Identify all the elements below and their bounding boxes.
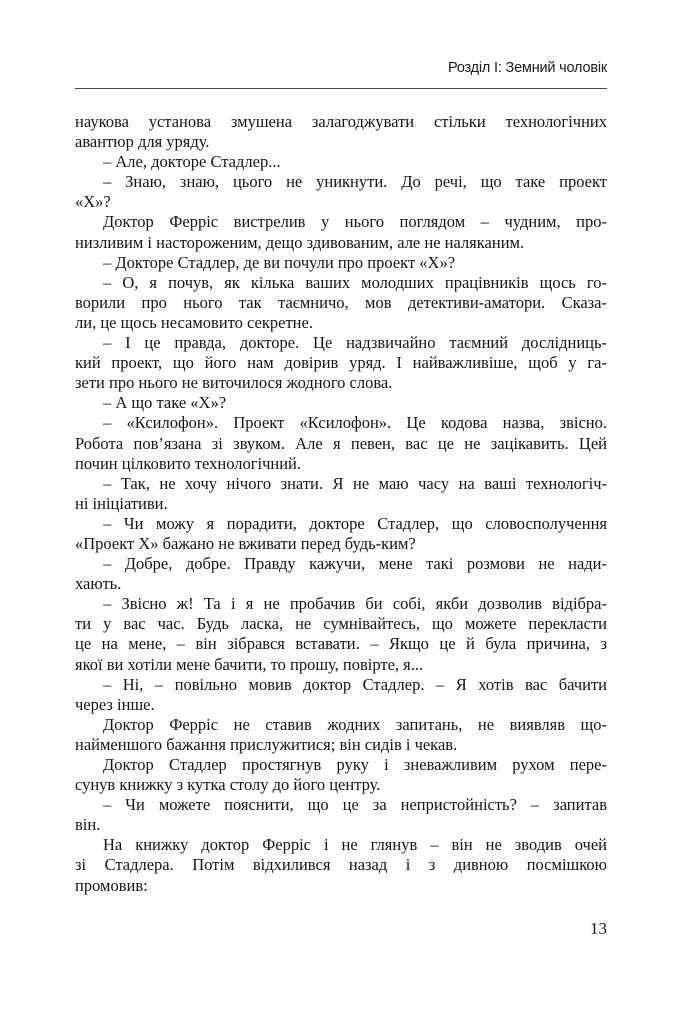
text-line: наукова установа змушена залагоджувати стільки технологічних xyxy=(75,112,607,131)
paragraph xyxy=(75,835,607,895)
paragraph xyxy=(75,755,607,795)
paragraph xyxy=(75,795,607,835)
paragraph xyxy=(75,715,607,755)
text-line: через інше. xyxy=(75,694,155,714)
text-line: низливим і настороженим, дещо здивованим, але не наляканим. xyxy=(75,232,525,252)
text-line: – Звісно ж! Та і я не пробачив би собі, якби дозволив відібра- xyxy=(103,594,607,614)
paragraph xyxy=(75,273,607,333)
text-line: Доктор Стадлер простягнув руку і зневажливим рухом пере- xyxy=(103,755,607,774)
text-line: – Чи можу я порадити, докторе Стадлер, що словосполучення xyxy=(103,513,607,533)
text-line: На книжку доктор Ферріс і не глянув – він не зводив очей xyxy=(103,835,607,855)
paragraph xyxy=(75,172,607,212)
text-line: – Але, докторе Стадлер... xyxy=(103,152,281,172)
text-line: зети про нього не виточилося жодного слова. xyxy=(75,373,393,393)
paragraph xyxy=(75,675,607,715)
text-line: – Знаю, знаю, цього не уникнути. До речі, що таке проект xyxy=(103,172,607,192)
text-line: – О, я почув, як кілька ваших молодших працівників щось го- xyxy=(103,272,607,292)
text-line: зі Стадлера. Потім відхилився назад і з дивною посмішкою xyxy=(75,855,607,875)
page-body xyxy=(75,112,607,896)
text-line: Робота пов’язана зі звуком. Але я певен, вас це не зацікавить. Цей xyxy=(75,433,607,453)
page-number: 13 xyxy=(590,919,607,938)
text-line: «Х»? xyxy=(75,192,111,212)
text-line: – Ні, – повільно мовив доктор Стадлер. – Я хотів вас бачити xyxy=(103,674,607,694)
paragraph xyxy=(75,594,607,674)
text-line: ні ініціативи. xyxy=(75,493,168,513)
paragraph xyxy=(75,393,607,413)
text-line: – «Ксилофон». Проект «Ксилофон». Це кодова назва, звісно. xyxy=(103,413,607,433)
paragraph xyxy=(75,554,607,594)
text-line: він. xyxy=(75,815,101,835)
text-line: – А що таке «Х»? xyxy=(103,393,227,413)
text-line: якої ви хотіли мене бачити, то прошу, повірте, я... xyxy=(75,654,424,674)
text-line: це на мене, – він зібрався вставати. – Якщо це й була причина, з xyxy=(75,634,607,654)
paragraph xyxy=(75,253,607,273)
paragraph xyxy=(75,474,607,514)
paragraph xyxy=(75,413,607,473)
text-line: – Так, не хочу нічого знати. Я не маю часу на ваші технологіч- xyxy=(103,473,607,493)
text-line: Доктор Ферріс вистрелив у нього поглядом – чудним, про- xyxy=(103,212,607,232)
text-line: Доктор Ферріс не ставив жодних запитань, не виявляв що- xyxy=(103,714,607,734)
text-line: – І це правда, докторе. Це надзвичайно таємний дослідниць- xyxy=(103,333,607,353)
text-line: ли, це щось несамовито секретне. xyxy=(75,312,313,332)
text-line: ворили про нього так таємничо, мов детективи-аматори. Сказа- xyxy=(75,292,607,312)
text-line: «Проект Х» бажано не вживати перед будь-ким? xyxy=(75,533,416,553)
text-line: ти у вас час. Будь ласка, не сумнівайтесь, що можете перекласти xyxy=(75,614,607,634)
text-line: промовив: xyxy=(75,875,148,895)
text-line: сунув книжку з кутка столу до його центру. xyxy=(75,775,381,795)
paragraph xyxy=(75,333,607,393)
paragraph xyxy=(75,152,607,172)
text-line: почин цілковито технологічний. xyxy=(75,453,301,473)
paragraph xyxy=(75,112,607,152)
paragraph xyxy=(75,212,607,252)
text-line: – Чи можете пояснити, що це за непристойність? – запитав xyxy=(103,795,607,815)
text-line: хають. xyxy=(75,574,122,594)
paragraph xyxy=(75,514,607,554)
text-line: кий проект, що його нам довірив уряд. І найважливіше, щоб у га- xyxy=(75,353,607,373)
text-line: авантюр для уряду. xyxy=(75,132,210,152)
header-rule xyxy=(75,88,607,89)
text-line: – Добре, добре. Правду кажучи, мене такі розмови не нади- xyxy=(103,554,607,574)
text-line: – Докторе Стадлер, де ви почули про проект «Х»? xyxy=(103,252,456,272)
running-header: Розділ I: Земний чоловік xyxy=(447,60,607,76)
text-line: найменшого бажання прислужитися; він сидів і чекав. xyxy=(75,734,458,754)
